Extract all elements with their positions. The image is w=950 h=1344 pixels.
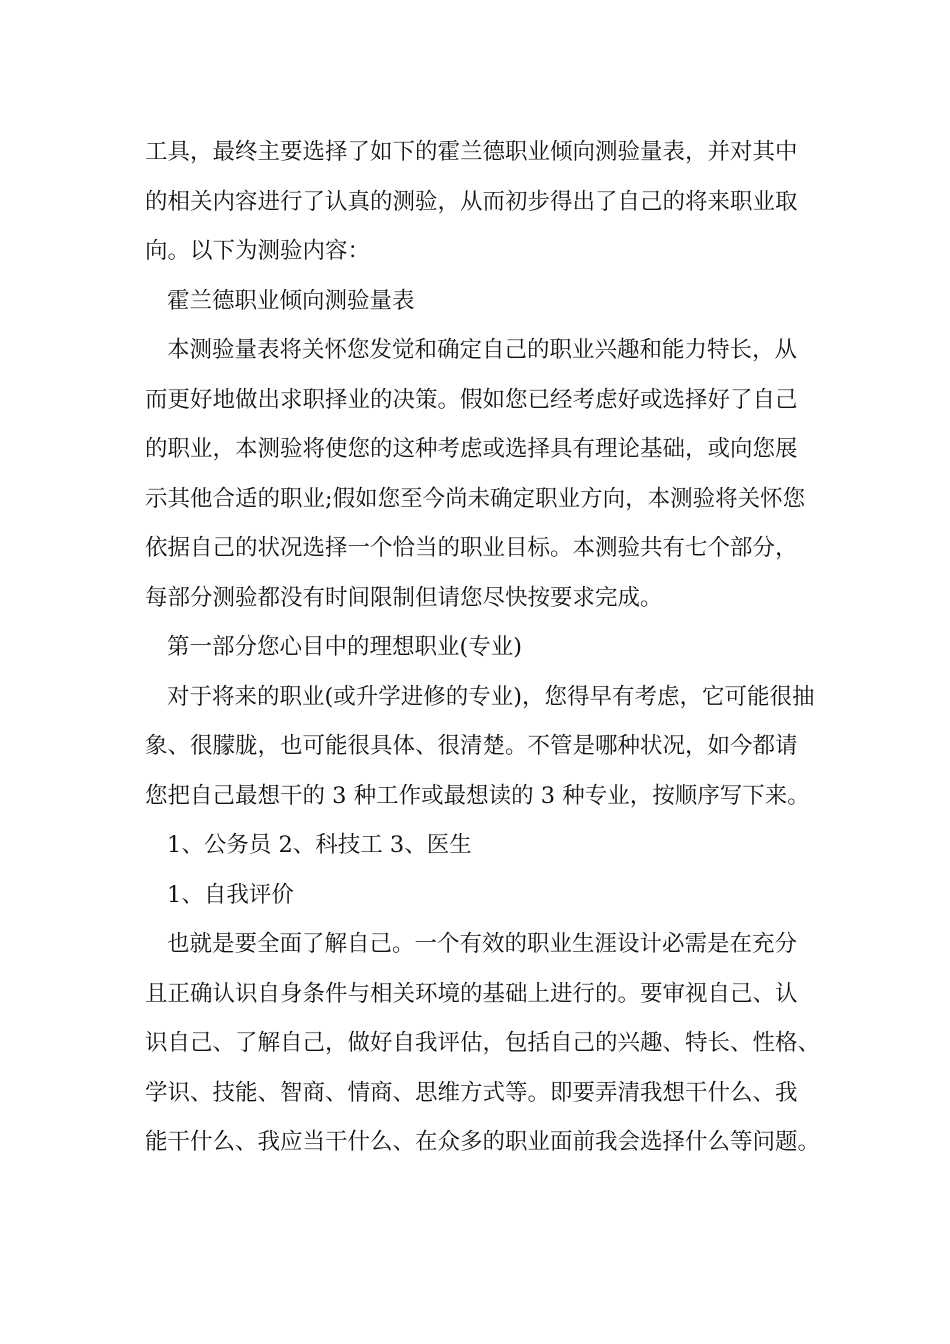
document-body (145, 128, 825, 1168)
paragraph-line: 识自己、了解自己，做好自我评估，包括自己的兴趣、特长、性格、 (145, 1030, 821, 1056)
paragraph-line: 学识、技能、智商、情商、思维方式等。即要弄清我想干什么、我 (145, 1079, 798, 1106)
paragraph-line: 对于将来的职业(或升学进修的专业)，您得早有考虑，它可能很抽 (167, 683, 815, 710)
section-heading: 第一部分您心目中的理想职业(专业) (167, 634, 523, 660)
paragraph-line: 您把自己最想干的 3 种工作或最想读的 3 种专业，按顺序写下来。 (145, 782, 810, 809)
paragraph-line: 工具，最终主要选择了如下的霍兰德职业倾向测验量表，并对其中 (145, 139, 798, 165)
paragraph-line: 依据自己的状况选择一个恰当的职业目标。本测验共有七个部分， (145, 535, 798, 561)
paragraph-line: 示其他合适的职业;假如您至今尚未确定职业方向，本测验将关怀您 (145, 485, 806, 512)
paragraph-line: 每部分测验都没有时间限制但请您尽快按要求完成。 (145, 584, 663, 611)
paragraph-line: 本测验量表将关怀您发觉和确定自己的职业兴趣和能力特长，从 (167, 337, 798, 363)
section-heading: 霍兰德职业倾向测验量表 (167, 287, 415, 314)
paragraph-line: 的职业，本测验将使您的这种考虑或选择具有理论基础，或向您展 (145, 436, 798, 462)
paragraph-line: 向。以下为测验内容： (145, 238, 371, 264)
section-heading: 1、自我评价 (167, 881, 294, 908)
paragraph-line: 而更好地做出求职择业的决策。假如您已经考虑好或选择好了自己 (145, 386, 798, 413)
paragraph-line: 能干什么、我应当干什么、在众多的职业面前我会选择什么等问题。 (145, 1129, 821, 1155)
paragraph-line: 且正确认识自身条件与相关环境的基础上进行的。要审视自己、认 (145, 980, 798, 1007)
paragraph-line: 象、很朦胧，也可能很具体、很清楚。不管是哪种状况，如今都请 (145, 733, 798, 759)
paragraph-line: 也就是要全面了解自己。一个有效的职业生涯设计必需是在充分 (167, 931, 798, 957)
list-item: 1、公务员 2、科技工 3、医生 (167, 832, 472, 858)
paragraph-line: 的相关内容进行了认真的测验，从而初步得出了自己的将来职业取 (145, 188, 798, 215)
